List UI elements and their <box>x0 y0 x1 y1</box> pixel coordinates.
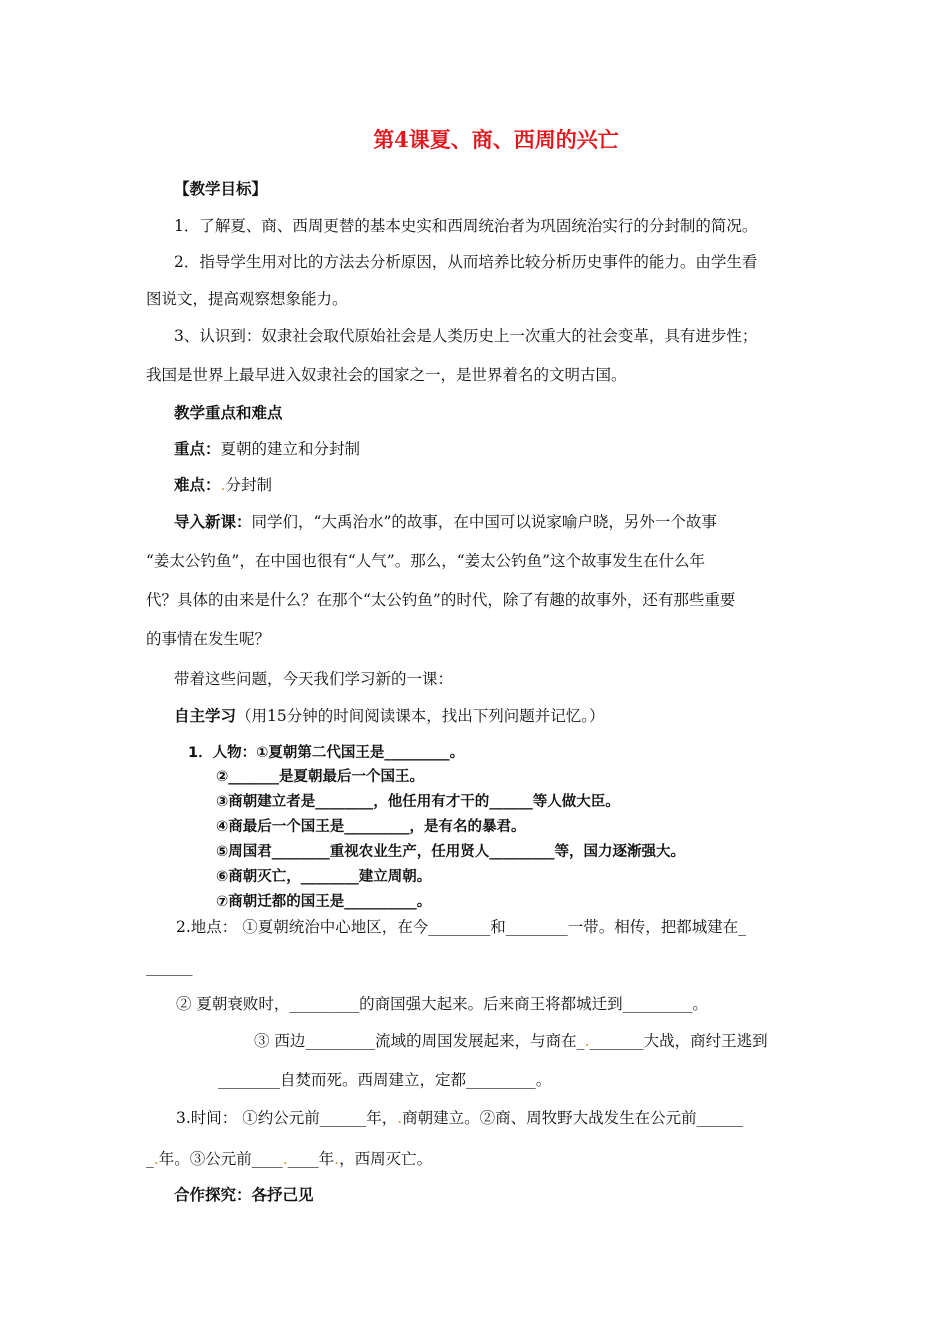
difficulty-text: 分封制 <box>225 476 272 494</box>
people-item-4: ④商最后一个国王是_________，是有名的暴君。 <box>216 819 526 835</box>
objective-3-line1: 3、认识到：奴隶社会取代原始社会是人类历史上一次重大的社会变革，具有进步性； <box>174 327 758 345</box>
people-item-7: ⑦商朝迁都的国王是__________。 <box>216 894 432 910</box>
mark-dot: . <box>282 1150 288 1168</box>
page-title: 第4课夏、商、西周的兴亡 <box>373 127 619 152</box>
objective-2-line2: 图说文，提高观察想象能力。 <box>146 290 348 308</box>
times-line2-d: ，西周灭亡。 <box>339 1150 433 1168</box>
objective-3-line2: 我国是世界上最早进入奴隶社会的国家之一，是世界着名的文明古国。 <box>146 366 627 384</box>
times-line1-a: 3.时间： ①约公元前______年， <box>176 1109 398 1127</box>
people-item-6: ⑥商朝灭亡，________建立周朝。 <box>216 869 432 885</box>
places-line4-b: _______大战，商纣王逃到 <box>589 1032 768 1050</box>
focus-label: 重点： <box>174 439 221 458</box>
mark-dot: . <box>153 1150 159 1168</box>
difficulty-line <box>174 474 272 496</box>
mark-dot: . <box>397 1109 403 1127</box>
focus-text: 夏朝的建立和分封制 <box>220 440 361 458</box>
times-line2-a: _ <box>146 1150 154 1168</box>
self-study-label: 自主学习 <box>174 706 237 725</box>
places-line2: ______ <box>146 958 193 976</box>
people-item-5: ⑤周国君________重视农业生产，任用贤人_________等，国力逐渐强大。 <box>216 844 686 860</box>
focus-line <box>174 438 360 460</box>
intro-line5: 带着这些问题，今天我们学习新的一课： <box>174 670 454 688</box>
intro-text-1: 同学们，“大禹治水”的故事，在中国可以说家喻户晓，另外一个故事 <box>251 513 717 531</box>
times-line2-c: ____年 <box>287 1150 335 1168</box>
times-line1-b: 商朝建立。②商、周牧野大战发生在公元前______ <box>402 1109 744 1127</box>
key-points-heading: 教学重点和难点 <box>174 403 283 422</box>
self-study-line <box>174 705 605 727</box>
mark-dot: . <box>220 476 226 494</box>
intro-line1 <box>174 511 717 533</box>
places-line1: 2.地点： ①夏朝统治中心地区，在今________和________一带。相传，把都城建在_ <box>176 918 746 936</box>
intro-line3: 代？具体的由来是什么？在那个“太公钓鱼”的时代，除了有趣的故事外，还有那些重要 <box>146 591 736 609</box>
places-line4 <box>254 1030 768 1052</box>
times-line2-b: 年。③公元前____ <box>158 1150 283 1168</box>
places-line4-a: ③ 西边_________流域的周国发展起来，与商在_ <box>254 1032 585 1050</box>
intro-line4: 的事情在发生呢？ <box>146 630 271 648</box>
mark-dot: . <box>584 1032 590 1050</box>
cooperation-heading: 合作探究：各抒己见 <box>174 1185 314 1204</box>
objective-1: 1．了解夏、商、西周更替的基本史实和西周统治者为巩固统治实行的分封制的简况。 <box>174 217 758 235</box>
people-item-3: ③商朝建立者是________，他任用有才干的______等人做大臣。 <box>216 794 620 810</box>
places-line5: ________自焚而死。西周建立，定都_________。 <box>218 1071 552 1089</box>
people-item-1: 1．人物：①夏朝第二代国王是_________。 <box>188 745 465 761</box>
mark-dot: . <box>334 1150 340 1168</box>
objective-2-line1: 2．指导学生用对比的方法去分析原因，从而培养比较分析历史事件的能力。由学生看 <box>174 253 758 271</box>
difficulty-label: 难点： <box>174 475 221 494</box>
places-line3: ② 夏朝衰败时，_________的商国强大起来。后来商王将都城迁到_________。 <box>176 995 708 1013</box>
intro-line2: “姜太公钓鱼”，在中国也很有“人气”。那么，“姜太公钓鱼”这个故事发生在什么年 <box>146 552 706 570</box>
times-line1 <box>176 1107 743 1129</box>
self-study-text: （用15分钟的时间阅读课本，找出下列问题并记忆。） <box>236 707 605 725</box>
intro-label: 导入新课： <box>174 512 252 531</box>
people-item-2: ②_______是夏朝最后一个国王。 <box>216 769 425 785</box>
objectives-heading: 【教学目标】 <box>174 179 268 198</box>
times-line2 <box>146 1148 432 1170</box>
